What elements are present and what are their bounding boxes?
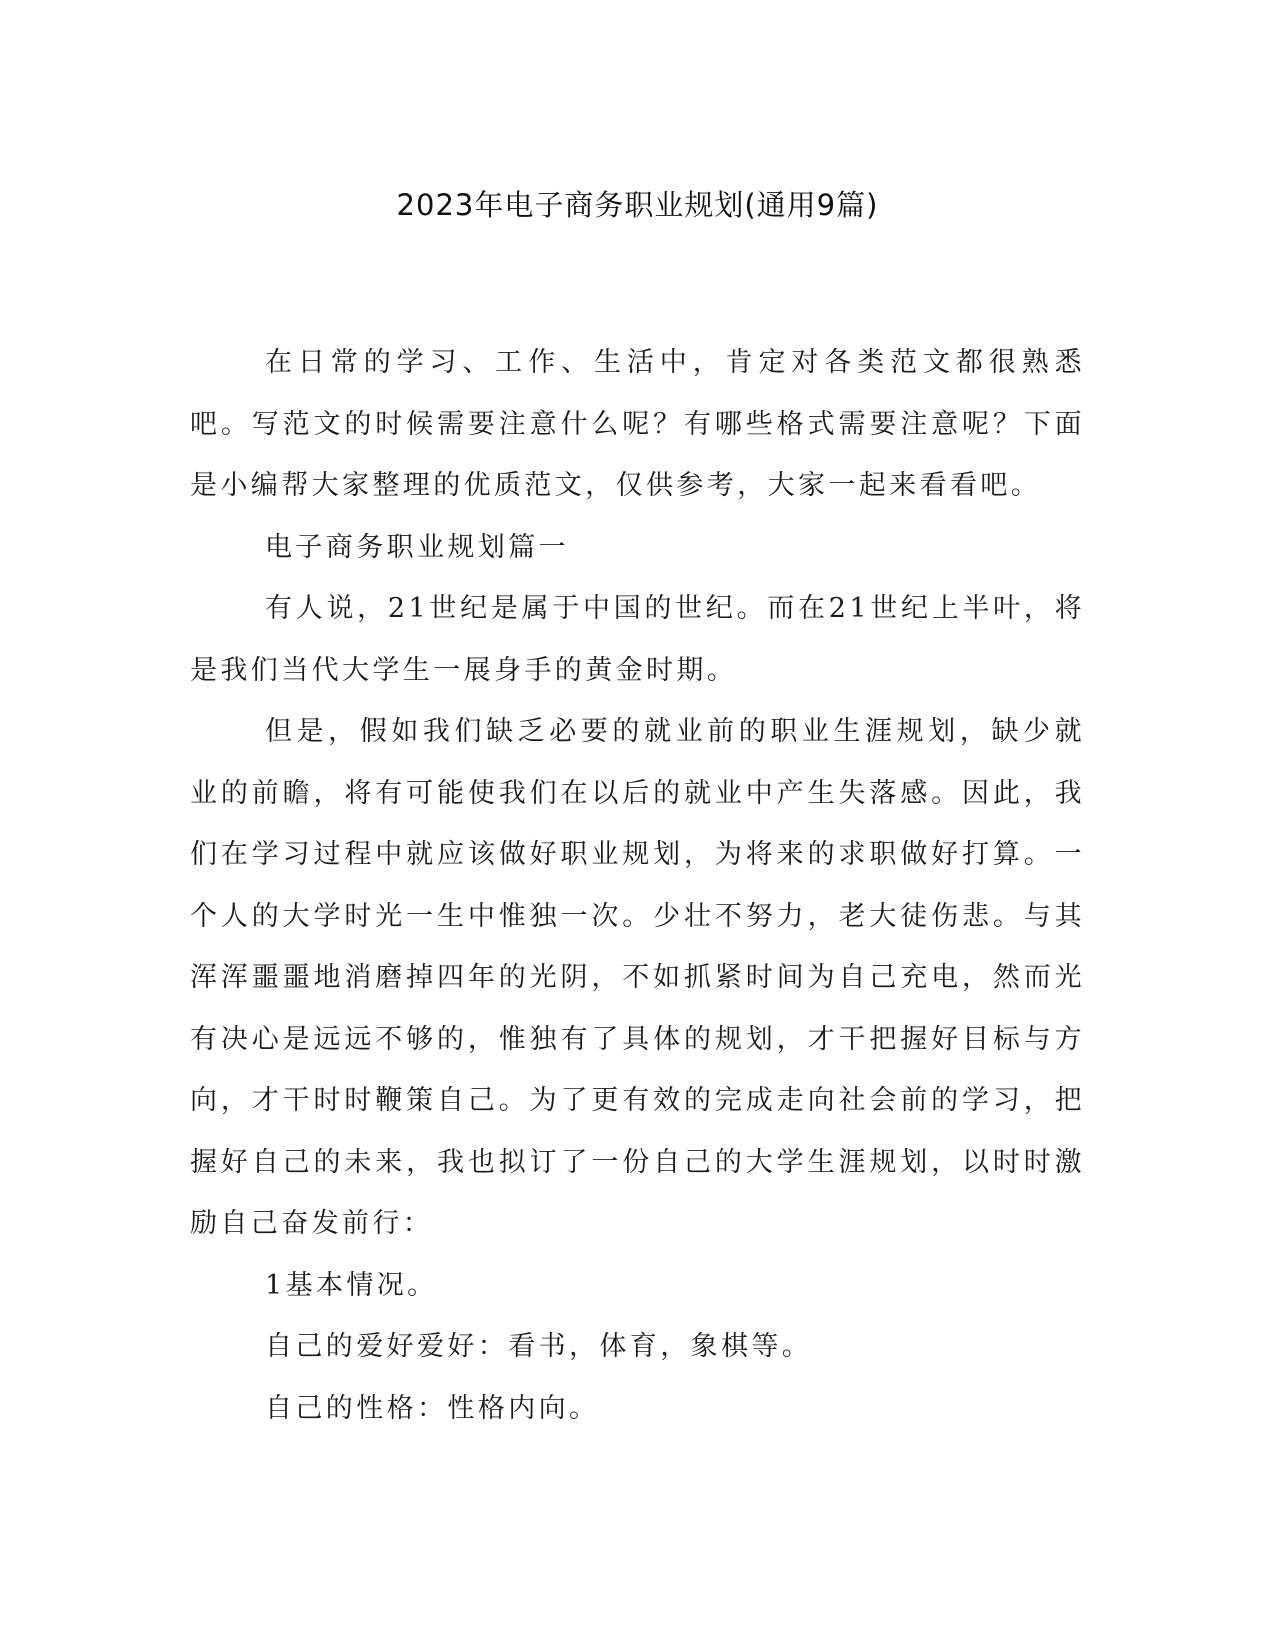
section-heading: 电子商务职业规划篇一 <box>265 531 569 563</box>
body-paragraph: 自己的爱好爱好：看书，体育，象棋等。 <box>265 1331 813 1362</box>
body-paragraph: 自己的性格：性格内向。 <box>265 1392 600 1424</box>
list-heading: 1基本情况。 <box>265 1269 438 1301</box>
document-title: 2023年电子商务职业规划(通用9篇) <box>396 188 879 222</box>
body-paragraph: 有人说，21世纪是属于中国的世纪。而在21世纪上半叶，将是我们当代大学生一展身手的黄金时期。 <box>190 593 1085 686</box>
intro-paragraph: 在日常的学习、工作、生活中，肯定对各类范文都很熟悉吧。写范文的时候需要注意什么呢？有哪些格式需要注意呢？下面是小编帮大家整理的优质范文，仅供参考，大家一起来看看吧。 <box>190 347 1085 501</box>
body-paragraph: 但是，假如我们缺乏必要的就业前的职业生涯规划，缺少就业的前瞻，将有可能使我们在以后的就业中产生失落感。因此，我们在学习过程中就应该做好职业规划，为将来的求职做好打算。一个人的大学时光一生中惟独一次。少壮不努力，老大徒伤悲。与其浑浑噩噩地消磨掉四年的光阴，不如抓紧时间为自己充电，然而光有决心是远远不够的，惟独有了具体的规划，才干把握好目标与方向，才干时时鞭策自己。为了更有效的完成走向社会前的学习，把握好自己的未来，我也拟订了一份自己的大学生涯规划，以时时激励自己奋发前行： <box>190 716 1085 1239</box>
document-body <box>190 332 1085 1439</box>
